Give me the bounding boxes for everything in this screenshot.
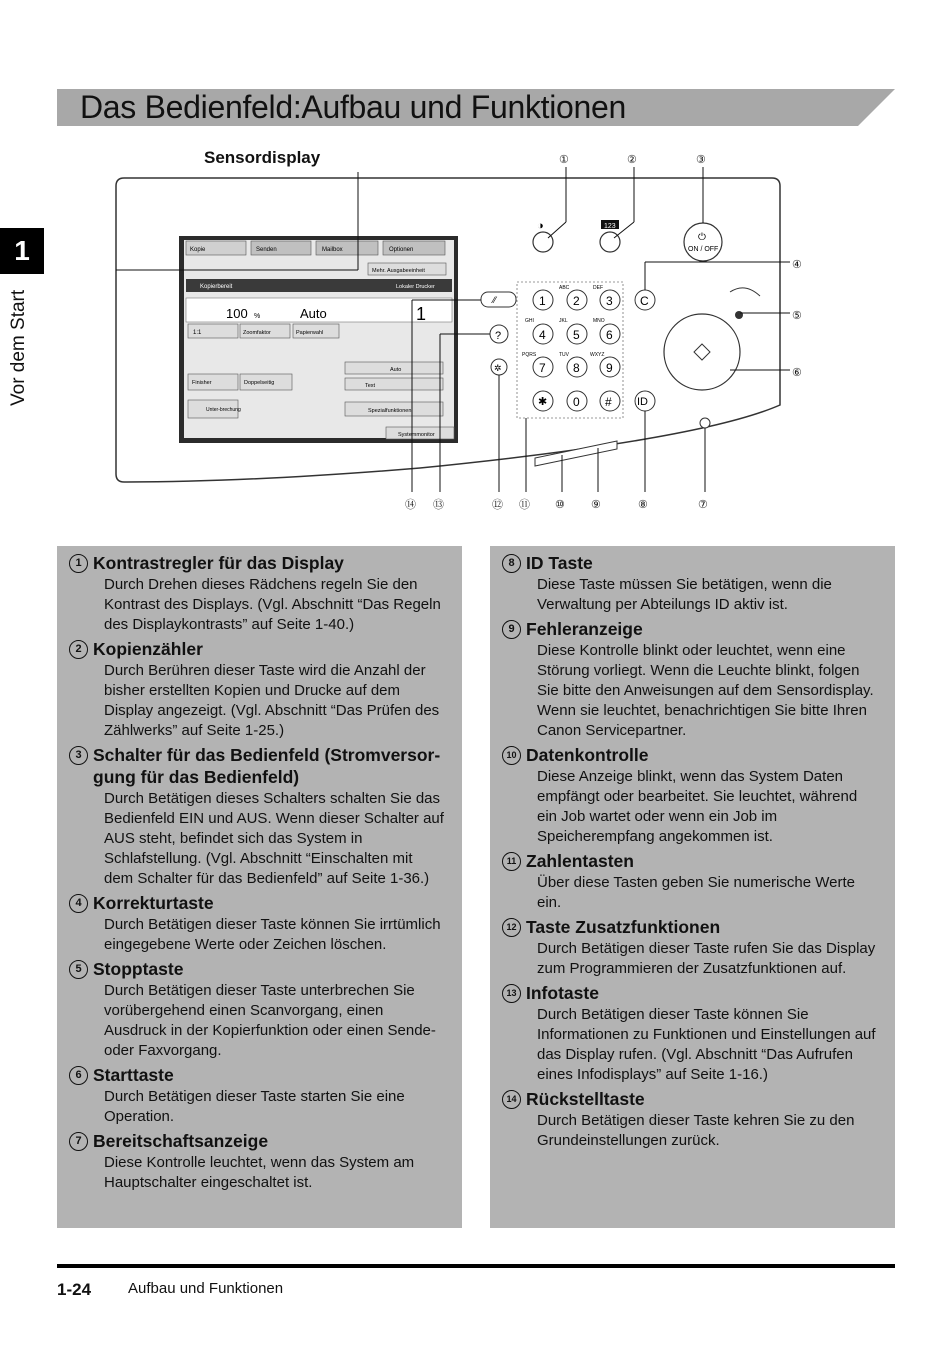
- callout-7: ⑦: [698, 499, 708, 511]
- item-description-line: Sie bitte den Anweisungen auf dem Sensordisplay.: [537, 682, 874, 699]
- info-key-label: ?: [495, 330, 502, 342]
- key-5-letters: JKL: [559, 318, 568, 324]
- item-heading: [502, 850, 885, 872]
- paper-value: Auto: [300, 306, 327, 321]
- page-number: 1-24: [57, 1280, 92, 1299]
- item-description-line: Display angezeigt. (Vgl. Abschnitt “Das Prüfen des: [104, 702, 440, 719]
- item-title-wrap: [526, 552, 593, 574]
- sensor-display-label: Sensordisplay: [204, 148, 321, 167]
- contrast-icon: ◑: [537, 220, 544, 232]
- item-description: [104, 575, 452, 635]
- item-description-line: AUS steht, befindet sich das System in: [104, 830, 363, 847]
- item-title-wrap: [93, 744, 440, 788]
- callout-12: ⑫: [492, 499, 503, 511]
- item-heading: [69, 1130, 452, 1152]
- description-panel-left: [57, 546, 462, 1228]
- ratio-label: 1:1: [193, 330, 202, 336]
- item-description-line: Hauptschalter eingeschaltet ist.: [104, 1174, 313, 1191]
- touch-screen[interactable]: [179, 236, 458, 443]
- description-item: [69, 892, 452, 955]
- item-description-line: ein.: [537, 894, 562, 911]
- item-description-line: eingegebene Werte oder Zeichen löschen.: [104, 936, 387, 953]
- item-number: 3: [69, 746, 88, 765]
- item-title-wrap: [526, 982, 599, 1004]
- local-printer-label: Lokaler Drucker: [396, 284, 435, 290]
- callout-10: ⑩: [555, 499, 565, 511]
- item-heading: [69, 892, 452, 914]
- item-description: [537, 575, 885, 615]
- description-item: [502, 916, 885, 979]
- footer-rule: [57, 1264, 895, 1268]
- item-title-wrap: [526, 916, 720, 938]
- item-title: Schalter für das Bedienfeld (Stromversor-: [93, 745, 441, 765]
- key-8-letters: TUV: [559, 352, 569, 358]
- item-title-wrap: [526, 1088, 645, 1110]
- reset-key-label: ⁄⁄: [493, 295, 497, 305]
- chapter-label: Vor dem Start: [8, 289, 29, 406]
- item-heading: [69, 1064, 452, 1086]
- item-number: 11: [502, 852, 521, 871]
- key-4-letters: GHI: [525, 318, 534, 324]
- item-description-line: Durch Betätigen dieses Schalters schalten Sie das: [104, 790, 441, 807]
- clear-key-label: C: [640, 294, 649, 308]
- item-description: [104, 981, 452, 1061]
- description-item: [69, 1130, 452, 1193]
- key-8-label: 8: [573, 361, 580, 375]
- status-label: Kopierbereit: [200, 284, 233, 290]
- item-description-line: Ausdruck in der Kopierfunktion oder einen Sende-: [104, 1022, 436, 1039]
- callout-8: ⑧: [638, 499, 648, 511]
- callout-11: ⑪: [519, 499, 530, 511]
- item-description-line: Zählwerks” auf Seite 1-25.): [104, 722, 285, 739]
- item-description-line: Durch Betätigen dieser Taste können Sie irrtümlich: [104, 916, 441, 933]
- key-6-label: 6: [606, 328, 613, 342]
- item-heading: [502, 1088, 885, 1110]
- key-9-label: 9: [606, 361, 613, 375]
- stop-key[interactable]: [735, 311, 743, 319]
- key-1-label: 1: [539, 294, 546, 308]
- left-items: [69, 552, 452, 1196]
- key-2-label: 2: [573, 294, 580, 308]
- item-description-line: eines Infodisplays” auf Seite 1-16.): [537, 1066, 768, 1083]
- item-title-continued: gung für das Bedienfeld): [93, 767, 300, 787]
- key-star-label: ✱: [538, 396, 548, 408]
- item-heading: [502, 916, 885, 938]
- item-title: Kontrastregler für das Display: [93, 553, 344, 573]
- item-heading: [502, 618, 885, 640]
- item-number: 10: [502, 746, 521, 765]
- counter-icon-label: 123: [604, 223, 616, 230]
- footer-section: Aufbau und Funktionen: [128, 1280, 284, 1297]
- description-item: [502, 1088, 885, 1151]
- key-2-letters: ABC: [559, 285, 570, 291]
- item-description: [104, 789, 452, 889]
- item-title-wrap: [93, 1064, 174, 1086]
- item-title-wrap: [526, 744, 649, 766]
- item-title: Datenkontrolle: [526, 745, 649, 765]
- callout-5: ⑤: [792, 310, 802, 322]
- item-number: 12: [502, 918, 521, 937]
- item-description-line: Über diese Tasten geben Sie numerische Werte: [537, 874, 855, 891]
- item-heading: [69, 958, 452, 980]
- item-number: 4: [69, 894, 88, 913]
- key-9-letters: WXYZ: [590, 352, 605, 358]
- power-icon: ⏻: [698, 232, 706, 243]
- item-title-wrap: [93, 638, 203, 660]
- item-number: 1: [69, 554, 88, 573]
- item-title-wrap: [93, 552, 344, 574]
- item-number: 6: [69, 1066, 88, 1085]
- item-description-line: Kontrast des Displays. (Vgl. Abschnitt “Das Regeln: [104, 596, 441, 613]
- key-hash-label: #: [605, 395, 612, 409]
- density-auto-label: Auto: [390, 367, 402, 373]
- item-title: Bereitschaftsanzeige: [93, 1131, 269, 1151]
- item-description-line: Operation.: [104, 1108, 175, 1125]
- callout-6: ⑥: [792, 367, 802, 379]
- item-title: Rückstelltaste: [526, 1089, 645, 1109]
- callout-2: ②: [627, 154, 637, 166]
- description-item: [502, 552, 885, 615]
- item-description-line: Diese Anzeige blinkt, wenn das System Daten: [537, 768, 843, 785]
- item-description-line: des Displaykontrasts” auf Seite 1-40.): [104, 616, 355, 633]
- additional-functions-icon: ✲: [494, 363, 502, 373]
- item-description-line: dem Schalter für das Bedienfeld” auf Seite 1-36.): [104, 870, 430, 887]
- description-item: [69, 744, 452, 889]
- item-description-line: ein Job wartet oder wenn ein Job im: [537, 808, 778, 825]
- item-description: [537, 1005, 885, 1085]
- description-item: [69, 1064, 452, 1127]
- item-description-line: oder Faxvorgang.: [104, 1042, 222, 1059]
- item-description-line: Durch Betätigen dieser Taste kehren Sie zu den: [537, 1112, 855, 1129]
- item-description-line: Speicherempfang angekommen ist.: [537, 828, 773, 845]
- item-description: [537, 767, 885, 847]
- item-title: Infotaste: [526, 983, 599, 1003]
- item-description-line: Durch Drehen dieses Rädchens regeln Sie den: [104, 576, 418, 593]
- item-number: 14: [502, 1090, 521, 1109]
- item-description-line: Durch Berühren dieser Taste wird die Anzahl der: [104, 662, 426, 679]
- key-7-letters: PQRS: [522, 352, 537, 358]
- item-description-line: zum Programmieren der Zusatzfunktionen auf.: [537, 960, 847, 977]
- callout-4: ④: [792, 259, 802, 271]
- item-description-line: Wenn sie leuchtet, benachrichtigen Sie bitte Ihren: [537, 702, 867, 719]
- start-key[interactable]: [664, 314, 740, 390]
- item-description-line: Diese Kontrolle leuchtet, wenn das System am: [104, 1154, 415, 1171]
- description-item: [502, 618, 885, 741]
- item-description-line: Verwaltung per Abteilungs ID aktiv ist.: [537, 596, 788, 613]
- callout-14: ⑭: [405, 499, 416, 511]
- special-features-label: Spezialfunktionen: [368, 408, 412, 414]
- item-description: [104, 661, 452, 741]
- tab-send-label: Senden: [256, 247, 277, 253]
- contrast-dial[interactable]: [533, 232, 553, 252]
- on-off-label: ON / OFF: [688, 246, 719, 253]
- tab-options-label: Optionen: [389, 247, 414, 253]
- item-description-line: Grundeinstellungen zurück.: [537, 1132, 720, 1149]
- item-heading: [69, 744, 452, 788]
- key-0-label: 0: [573, 395, 580, 409]
- item-description: [537, 873, 885, 913]
- item-title: Taste Zusatzfunktionen: [526, 917, 721, 937]
- item-title: Fehleranzeige: [526, 619, 643, 639]
- copy-count: 1: [416, 304, 427, 324]
- description-item: [502, 744, 885, 847]
- zoom-value: 100: [226, 306, 248, 321]
- item-description: [537, 641, 885, 741]
- item-title: ID Taste: [526, 553, 593, 573]
- item-heading: [69, 638, 452, 660]
- numeric-keypad: [522, 285, 620, 411]
- reset-key[interactable]: [481, 292, 516, 307]
- chapter-number: 1: [0, 228, 44, 274]
- paper-button-label: Papierwahl: [296, 330, 324, 336]
- item-description-line: Bedienfeld EIN und AUS. Wenn dieser Schalter auf: [104, 810, 444, 827]
- item-number: 7: [69, 1132, 88, 1151]
- item-description: [104, 915, 452, 955]
- right-items: [502, 552, 885, 1154]
- item-description-line: Durch Betätigen dieser Taste rufen Sie das Display: [537, 940, 876, 957]
- key-7-label: 7: [539, 361, 546, 375]
- description-item: [502, 850, 885, 913]
- item-title-wrap: [526, 618, 643, 640]
- item-description-line: empfängt oder bearbeitet. Sie leuchtet, während: [537, 788, 858, 805]
- item-title: Kopienzähler: [93, 639, 203, 659]
- item-number: 13: [502, 984, 521, 1003]
- item-number: 5: [69, 960, 88, 979]
- item-description: [537, 939, 885, 979]
- interrupt-label: Unter-brechung: [206, 407, 241, 413]
- control-panel-figure: [0, 0, 950, 540]
- item-heading: [502, 552, 885, 574]
- main-power-indicator: [700, 418, 710, 428]
- item-description-line: Schlafstellung. (Vgl. Abschnitt “Einschalten mit: [104, 850, 413, 867]
- key-4-label: 4: [539, 328, 546, 342]
- item-description-line: Diese Taste müssen Sie betätigen, wenn die: [537, 576, 832, 593]
- item-title: Korrekturtaste: [93, 893, 214, 913]
- callout-3: ③: [696, 154, 706, 166]
- tab-copy-label: Kopie: [190, 247, 206, 253]
- item-title: Stopptaste: [93, 959, 184, 979]
- key-3-letters: DEF: [593, 285, 603, 291]
- item-description: [104, 1153, 452, 1193]
- key-6-letters: MNO: [593, 318, 605, 324]
- item-description-line: bisher erstellten Kopien und Drucke auf dem: [104, 682, 401, 699]
- callout-9: ⑨: [591, 499, 601, 511]
- item-description: [104, 1087, 452, 1127]
- description-panel-right: [490, 546, 895, 1228]
- text-mode-label: Text: [365, 383, 376, 389]
- stop-arc: [730, 288, 760, 296]
- item-description-line: Störung vorliegt. Wenn die Leuchte blinkt, folgen: [537, 662, 860, 679]
- key-5-label: 5: [573, 328, 580, 342]
- item-description-line: vorübergehend einen Scanvorgang, einen: [104, 1002, 384, 1019]
- description-item: [502, 982, 885, 1085]
- callout-13: ⑬: [433, 499, 444, 511]
- callout-1: ①: [559, 154, 569, 166]
- zoom-button-label: Zoomfaktor: [243, 330, 271, 336]
- system-monitor-label: Systemmonitor: [398, 432, 435, 438]
- item-description-line: Durch Betätigen dieser Taste können Sie: [537, 1006, 809, 1023]
- item-description-line: Diese Kontrolle blinkt oder leuchtet, wenn eine: [537, 642, 846, 659]
- tab-mailbox-label: Mailbox: [322, 247, 343, 253]
- item-title-wrap: [526, 850, 634, 872]
- description-item: [69, 958, 452, 1061]
- multi-output-label: Mehr. Ausgabeeinheit: [372, 268, 425, 274]
- item-description: [537, 1111, 885, 1151]
- finisher-label: Finisher: [192, 380, 212, 386]
- item-description-line: das Display rufen. (Vgl. Abschnitt “Das Aufrufen: [537, 1046, 853, 1063]
- item-title: Starttaste: [93, 1065, 174, 1085]
- item-title-wrap: [93, 892, 214, 914]
- zoom-unit: %: [254, 313, 261, 320]
- item-number: 2: [69, 640, 88, 659]
- page-title: Das Bedienfeld:Aufbau und Funktionen: [80, 89, 627, 125]
- item-description-line: Durch Betätigen dieser Taste unterbrechen Sie: [104, 982, 415, 999]
- id-key-label: ID: [637, 396, 648, 408]
- item-number: 9: [502, 620, 521, 639]
- item-title-wrap: [93, 1130, 268, 1152]
- item-description-line: Canon Servicepartner.: [537, 722, 687, 739]
- duplex-label: Doppelseitig: [244, 380, 275, 386]
- item-heading: [69, 552, 452, 574]
- item-heading: [502, 982, 885, 1004]
- item-number: 8: [502, 554, 521, 573]
- key-3-label: 3: [606, 294, 613, 308]
- item-title: Zahlentasten: [526, 851, 634, 871]
- item-title-wrap: [93, 958, 183, 980]
- item-description-line: Durch Betätigen dieser Taste starten Sie eine: [104, 1088, 405, 1105]
- description-item: [69, 552, 452, 635]
- item-description-line: Informationen zu Funktionen und Einstellungen auf: [537, 1026, 876, 1043]
- description-item: [69, 638, 452, 741]
- item-heading: [502, 744, 885, 766]
- text-mode-button[interactable]: [345, 378, 443, 390]
